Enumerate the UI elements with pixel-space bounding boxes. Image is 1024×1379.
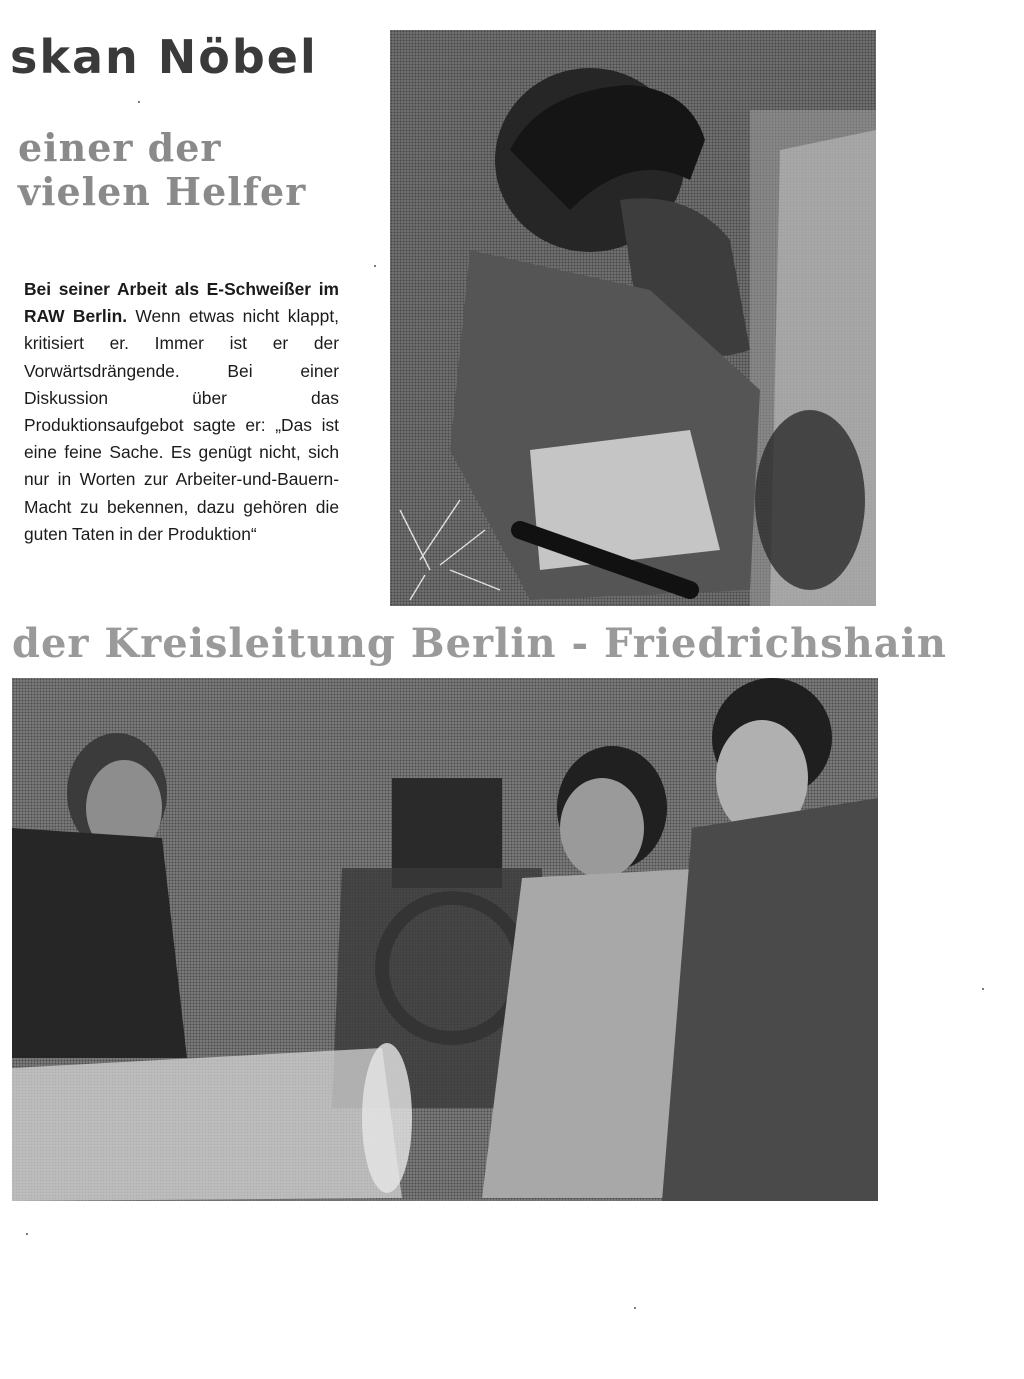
caption-lead: Bei seiner Arbeit als E-Schweißer im RAW Berlin.	[24, 279, 339, 327]
print-speck	[138, 101, 140, 103]
banner-headline: der Kreisleitung Berlin - Friedrichshain	[12, 620, 947, 667]
workshop-group-illustration	[12, 678, 878, 1201]
workshop-group-photo	[12, 678, 878, 1201]
subheadline-line-2: vielen Helfer	[18, 169, 307, 214]
subheadline-line-1: einer der	[18, 125, 222, 170]
welder-photo-illustration	[390, 30, 876, 606]
print-speck	[26, 1233, 28, 1235]
print-speck	[374, 265, 376, 267]
caption-body: Wenn etwas nicht klappt, kritisiert er. Immer ist er der Vorwärtsdrängende. Bei einer Diskussion über das Produktionsaufgebot sagte er: „Das ist eine feine Sache. Es genügt nicht, sich nur in Worten zur Arbeiter-und-Bauern-Macht zu bekennen, dazu gehören die guten Taten in der Produktion“	[24, 306, 339, 544]
print-speck	[982, 988, 984, 990]
headline-name: skan Nöbel	[10, 30, 318, 84]
photo-caption	[24, 276, 339, 548]
welder-photo	[390, 30, 876, 606]
print-speck	[634, 1307, 636, 1309]
subheadline	[18, 126, 358, 214]
